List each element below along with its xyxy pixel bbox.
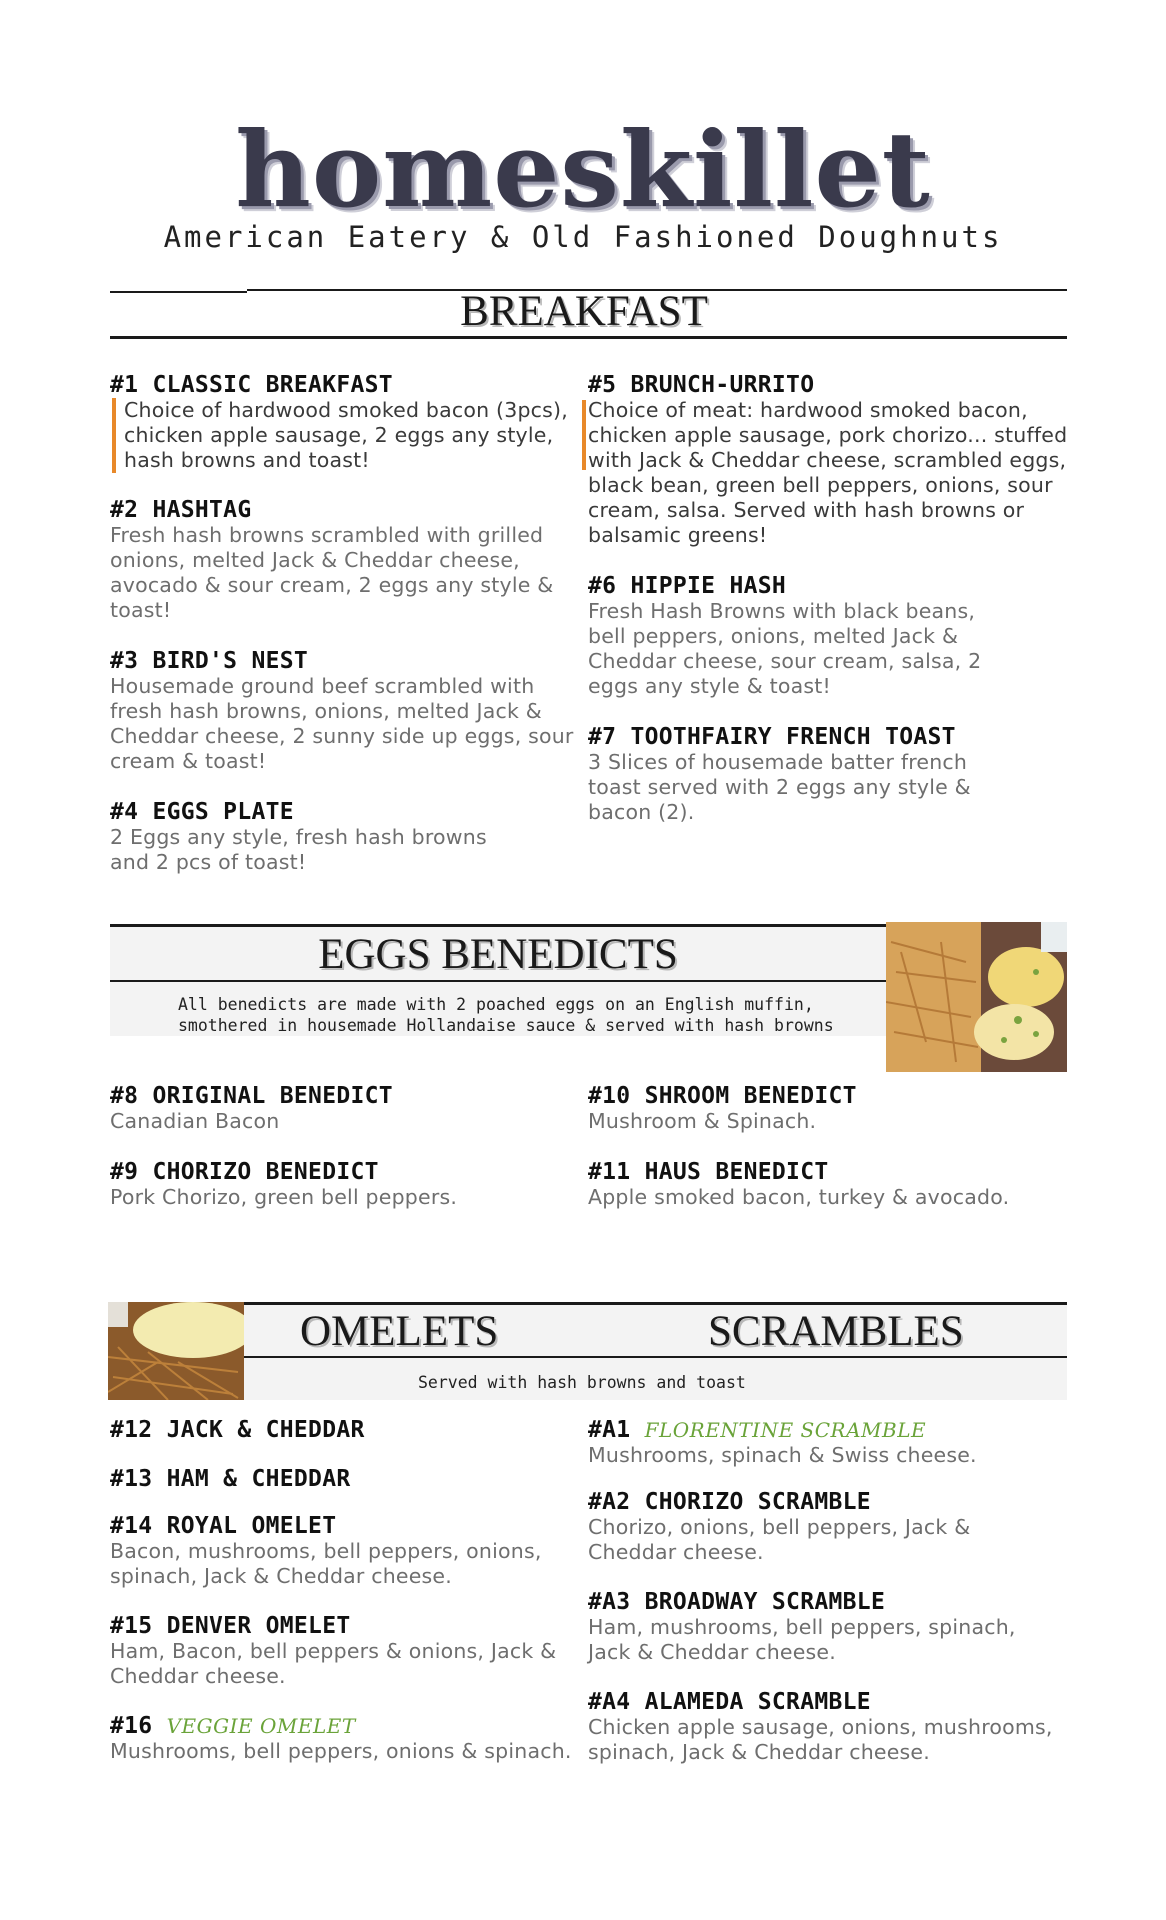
menu-item [588,1160,1068,1210]
menu-item [110,1084,590,1134]
menu-item [588,1690,1068,1765]
item-desc: Ham, mushrooms, bell peppers, spinach, Jack & Cheddar cheese. [588,1615,1016,1664]
brand-logo: homeskillet [235,108,931,231]
item-desc: Pork Chorizo, green bell peppers. [110,1185,458,1209]
omelet-photo [108,1302,244,1400]
menu-item [588,373,1068,548]
menu-item [110,1614,590,1689]
item-name: #A1 FLORENTINE SCRAMBLE [588,1417,927,1443]
item-name: #7 TOOTHFAIRY FRENCH TOAST [588,724,956,750]
menu-item [588,1418,1068,1468]
rule [110,336,1067,339]
omelets-note: Served with hash browns and toast [418,1373,746,1392]
menu-item [110,1418,590,1443]
item-desc: Fresh hash browns scrambled with grilled onions, melted Jack & Cheddar cheese, avocado & sour cream, 2 eggs any style & toast! [110,523,554,622]
item-name: #12 JACK & CHEDDAR [110,1417,365,1443]
menu-item [588,1490,1068,1565]
breakfast-right-column [588,373,1068,851]
item-desc: Choice of meat: hardwood smoked bacon, chicken apple sausage, pork chorizo... stuffed with Jack & Cheddar cheese, scrambled eggs, black bean, green bell peppers, onions, sour cream, salsa. Served with hash browns or balsamic greens! [588,398,1068,547]
benedicts-right-column [588,1084,1068,1236]
item-name: #11 HAUS BENEDICT [588,1159,829,1185]
omelets-left-column [110,1418,590,1790]
item-desc: Mushrooms, bell peppers, onions & spinach. [110,1739,572,1763]
item-name: #A4 ALAMEDA SCRAMBLE [588,1689,871,1715]
item-desc: Bacon, mushrooms, bell peppers, onions, spinach, Jack & Cheddar cheese. [110,1539,542,1588]
benedicts-left-column [110,1084,590,1236]
item-name: #13 HAM & CHEDDAR [110,1466,351,1492]
item-name: #10 SHROOM BENEDICT [588,1083,857,1109]
breakfast-left-column [110,373,590,901]
item-desc: 3 Slices of housemade batter french toast served with 2 eggs any style & bacon (2). [588,750,971,824]
item-name: #8 ORIGINAL BENEDICT [110,1083,393,1109]
menu-item [110,498,590,623]
accent-bar [582,400,586,470]
item-name: #2 HASHTAG [110,497,252,523]
benedict-photo [886,922,1067,1072]
menu-item [110,1714,590,1764]
rule [244,1356,1067,1358]
item-desc: Housemade ground beef scrambled with fresh hash browns, onions, melted Jack & Cheddar cheese, 2 sunny side up eggs, sour cream & toast! [110,674,574,773]
item-name: #16 VEGGIE OMELET [110,1713,356,1739]
item-name: #4 EGGS PLATE [110,799,294,825]
menu-item [110,649,590,774]
item-name: #9 CHORIZO BENEDICT [110,1159,379,1185]
scrambles-right-column [588,1418,1068,1791]
item-desc: Mushroom & Spinach. [588,1109,817,1133]
item-desc: Canadian Bacon [110,1109,280,1133]
item-desc: Fresh Hash Browns with black beans, bell peppers, onions, melted Jack & Cheddar cheese, sour cream, salsa, 2 eggs any style & toast! [588,599,982,698]
item-name: #1 CLASSIC BREAKFAST [110,372,393,398]
brand-tagline: American Eatery & Old Fashioned Doughnuts [163,220,1003,254]
item-name: #15 DENVER OMELET [110,1613,351,1639]
item-desc: Chicken apple sausage, onions, mushrooms, spinach, Jack & Cheddar cheese. [588,1715,1053,1764]
item-desc: Ham, Bacon, bell peppers & onions, Jack & Cheddar cheese. [110,1639,557,1688]
menu-item [110,373,590,473]
menu-item [588,574,1068,699]
item-desc: 2 Eggs any style, fresh hash browns and 2 pcs of toast! [110,825,487,874]
rule [244,1302,1067,1305]
section-title-scrambles: SCRAMBLES [708,1308,964,1355]
menu-item [588,1084,1068,1134]
special-label: FLORENTINE SCRAMBLE [644,1418,927,1442]
item-name: #6 HIPPIE HASH [588,573,787,599]
item-name: #A3 BROADWAY SCRAMBLE [588,1589,886,1615]
menu-item [110,1160,590,1210]
item-desc: Choice of hardwood smoked bacon (3pcs), chicken apple sausage, 2 eggs any style, hash browns and toast! [124,398,568,472]
item-desc: Apple smoked bacon, turkey & avocado. [588,1185,1010,1209]
item-desc: Mushrooms, spinach & Swiss cheese. [588,1443,977,1467]
rule [110,924,886,927]
item-desc: Chorizo, onions, bell peppers, Jack & Cheddar cheese. [588,1515,971,1564]
menu-item [588,725,1068,825]
rule [110,980,886,982]
menu-item [110,800,590,875]
section-title-omelets: OMELETS [300,1308,499,1355]
section-title-benedicts: EGGS BENEDICTS [318,931,678,978]
special-label: VEGGIE OMELET [166,1714,356,1738]
item-name: #3 BIRD'S NEST [110,648,309,674]
benedicts-note: All benedicts are made with 2 poached eggs on an English muffin, smothered in housemade Hollandaise sauce & served with hash browns [178,995,834,1035]
menu-item [110,1514,590,1589]
item-name: #5 BRUNCH-URRITO [588,372,815,398]
section-title-breakfast: BREAKFAST [460,288,708,335]
item-name: #14 ROYAL OMELET [110,1513,337,1539]
item-name: #A2 CHORIZO SCRAMBLE [588,1489,871,1515]
menu-item [588,1590,1068,1665]
menu-item [110,1467,590,1492]
